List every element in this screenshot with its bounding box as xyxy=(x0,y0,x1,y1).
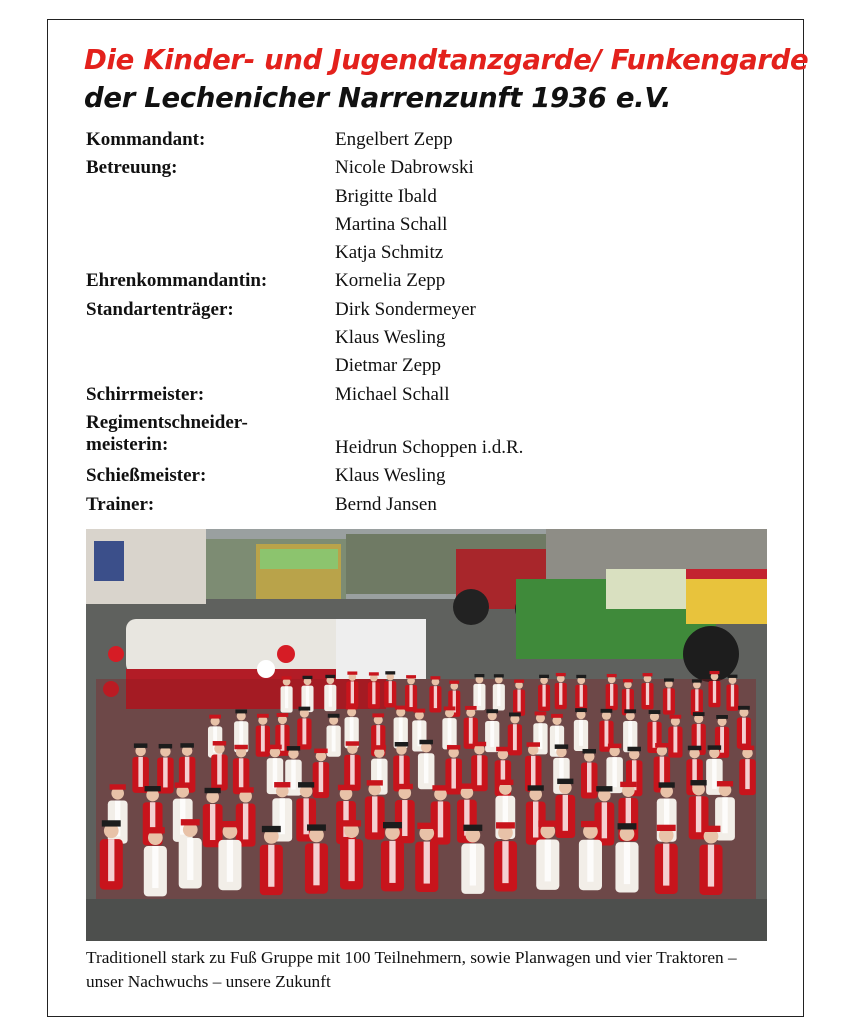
roster-role: Betreuung: xyxy=(86,157,178,179)
roster-row xyxy=(86,381,776,409)
roster-name: Katja Schmitz xyxy=(335,242,444,264)
title-line-1: Die Kinder- und Jugendtanzgarde/ Funkengarde xyxy=(84,44,809,76)
roster-role: Schießmeister: xyxy=(86,465,207,487)
roster-row xyxy=(86,491,776,519)
roster-row xyxy=(86,154,776,267)
roster-names xyxy=(335,409,523,462)
roster-names xyxy=(335,154,474,267)
title-line-2: der Lechenicher Narrenzunft 1936 e.V. xyxy=(84,82,672,114)
roster-name: Klaus Wesling xyxy=(335,327,446,349)
roster-row xyxy=(86,296,776,381)
roster-list xyxy=(86,126,776,519)
roster-name: Brigitte Ibald xyxy=(335,185,437,207)
roster-names xyxy=(335,126,453,154)
roster-name: Heidrun Schoppen i.d.R. xyxy=(335,436,524,458)
roster-name: Dirk Sondermeyer xyxy=(335,298,476,320)
roster-name: Dietmar Zepp xyxy=(335,355,442,377)
roster-name: Kornelia Zepp xyxy=(335,270,446,292)
roster-name: Bernd Jansen xyxy=(335,493,437,515)
roster-role: Standartenträger: xyxy=(86,298,234,320)
roster-row xyxy=(86,409,776,462)
group-photo xyxy=(86,529,767,941)
roster-role: Ehrenkommandantin: xyxy=(86,270,268,292)
roster-role: Regimentschneider- meisterin: xyxy=(86,411,248,455)
roster-row xyxy=(86,126,776,154)
roster-names xyxy=(335,381,450,409)
roster-role: Schirrmeister: xyxy=(86,383,205,405)
roster-names xyxy=(335,267,445,295)
photo-caption: Traditionell stark zu Fuß Gruppe mit 100 Teilnehmern, sowie Planwagen und vier Traktoren – unser Nachwuchs – unsere Zukunft xyxy=(86,948,737,991)
roster-names xyxy=(335,462,446,490)
roster-name: Nicole Dabrowski xyxy=(335,157,474,179)
roster-names xyxy=(335,491,437,519)
roster-row xyxy=(86,462,776,490)
roster-name: Martina Schall xyxy=(335,213,448,235)
roster-row xyxy=(86,267,776,295)
roster-names xyxy=(335,296,476,381)
roster-role: Kommandant: xyxy=(86,129,206,150)
roster-name: Michael Schall xyxy=(335,383,450,405)
roster-name: Klaus Wesling xyxy=(335,465,446,487)
roster-name: Engelbert Zepp xyxy=(335,129,453,150)
roster-role: Trainer: xyxy=(86,493,155,515)
flag-icon xyxy=(94,541,124,581)
